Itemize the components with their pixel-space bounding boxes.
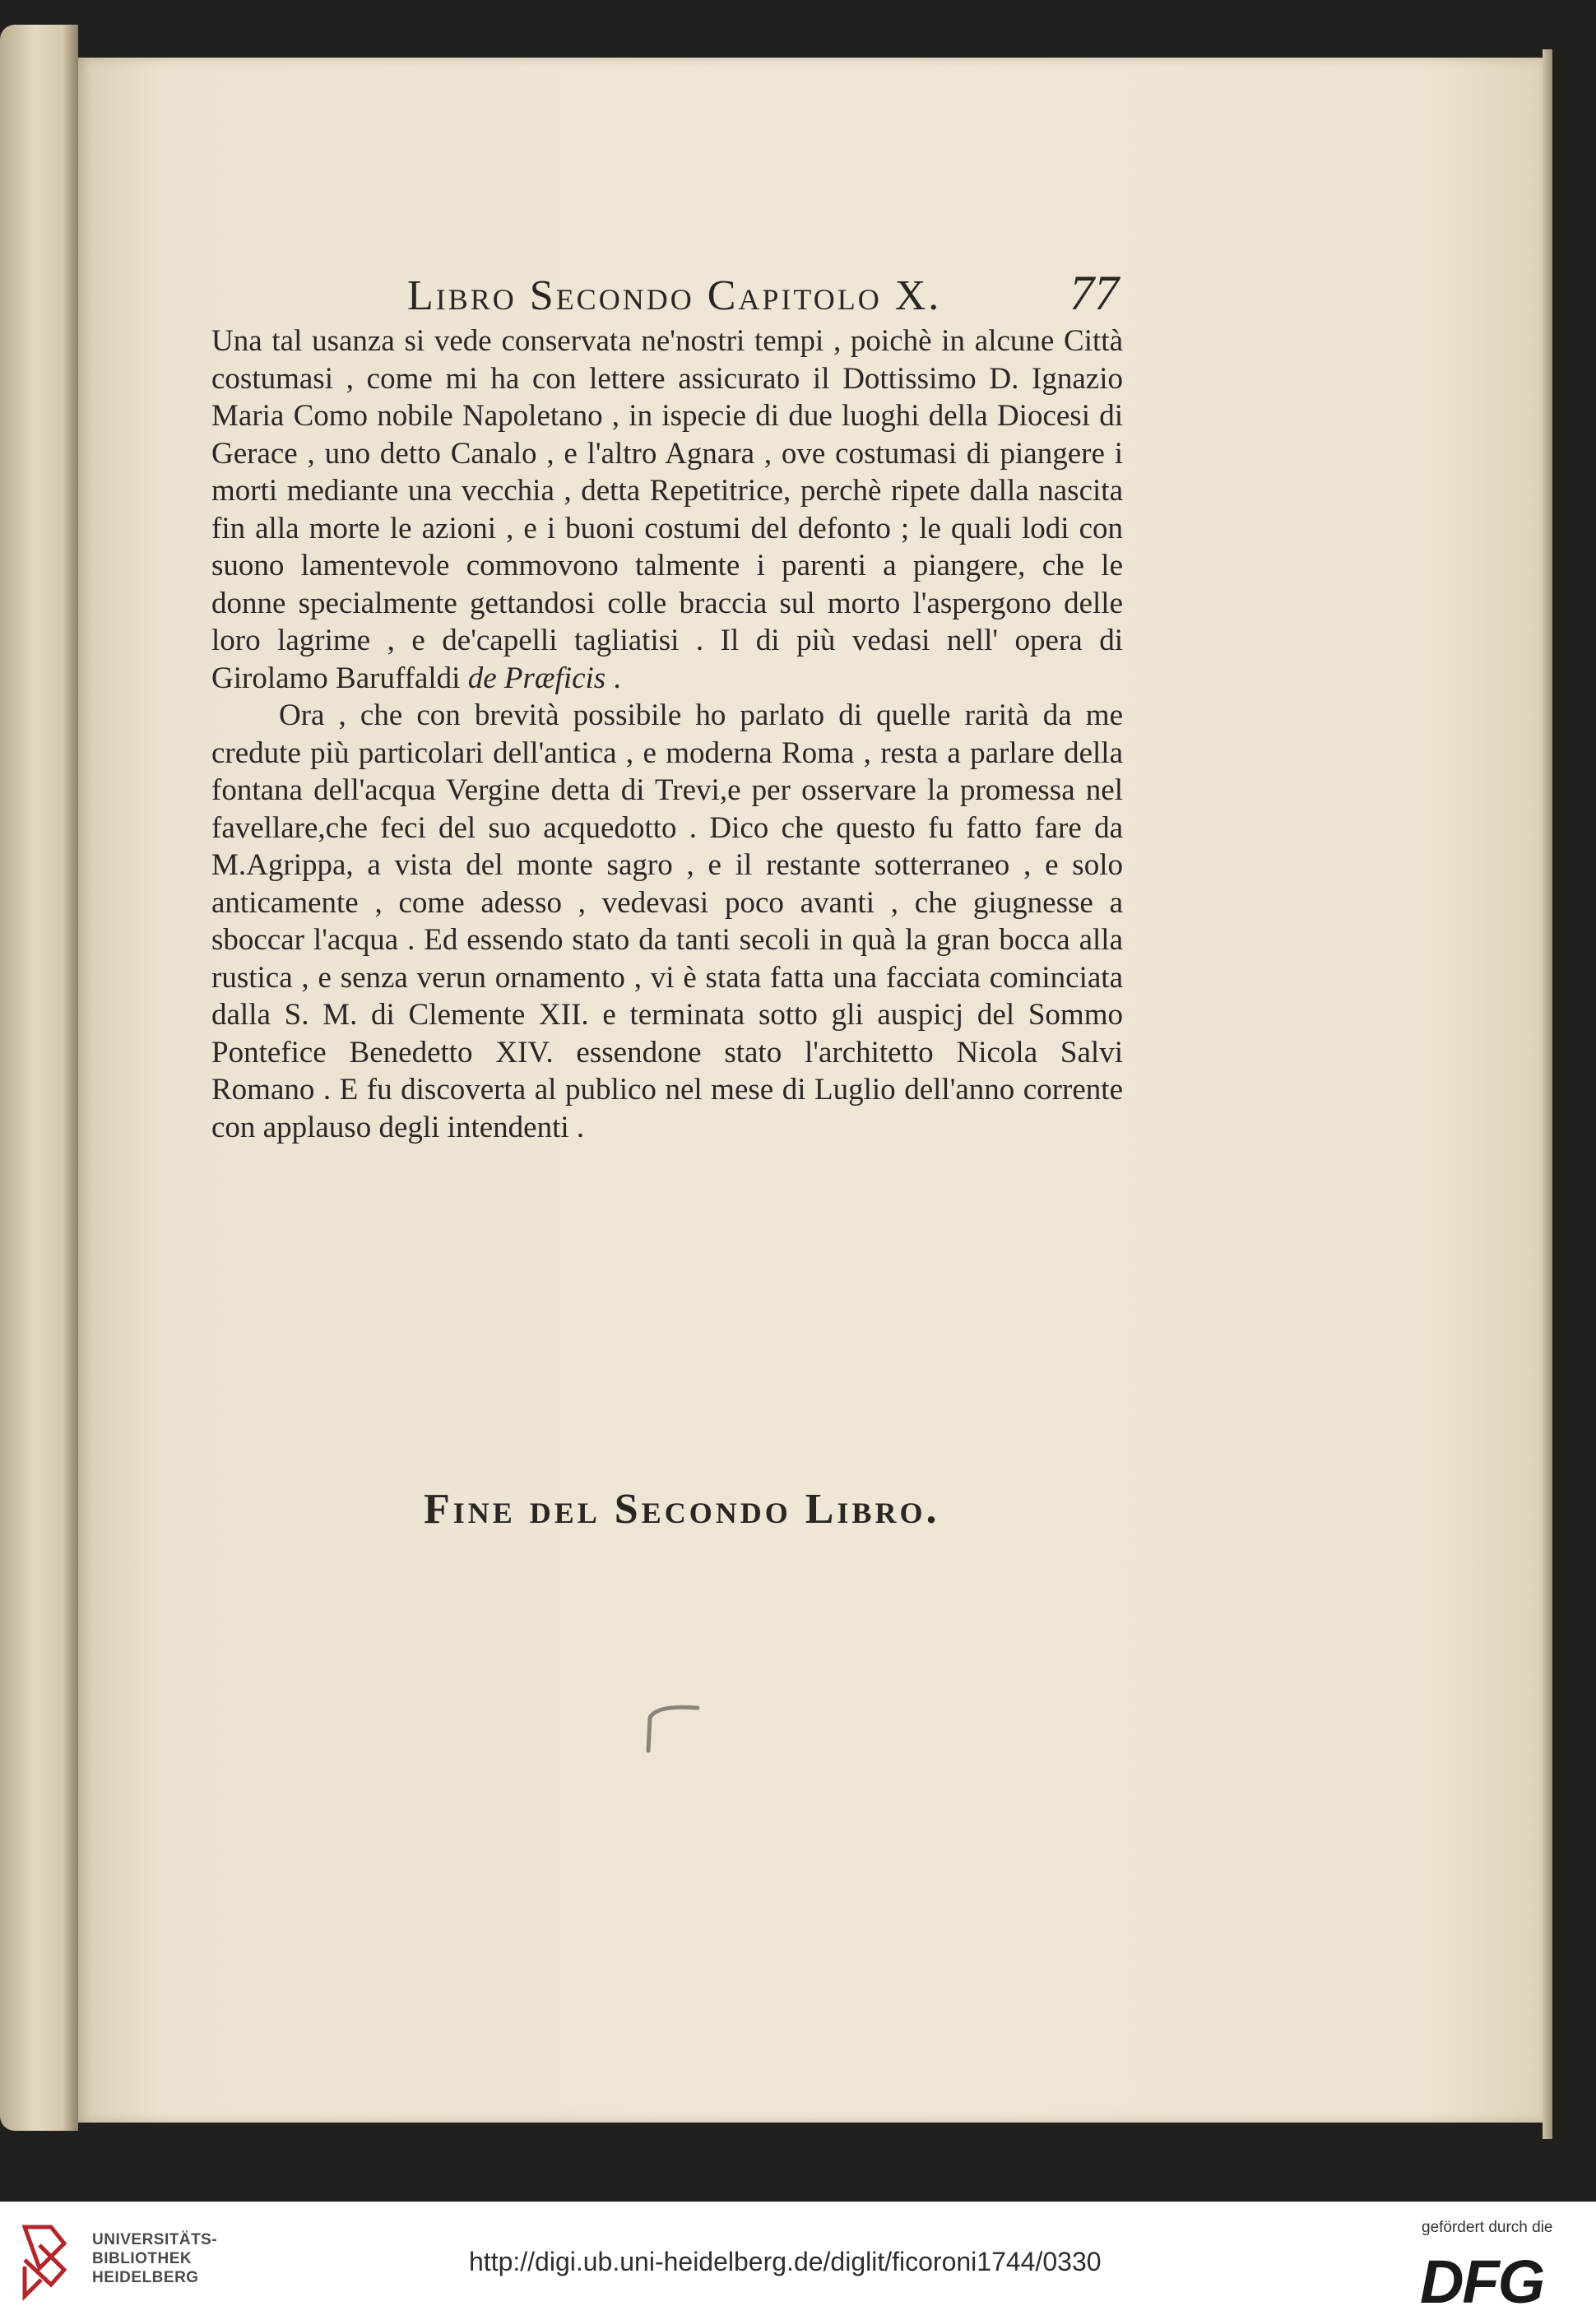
citation-end: .: [605, 661, 621, 695]
running-head: Libro Secondo Capitolo X.: [407, 272, 942, 319]
permalink-url[interactable]: http://digi.ub.uni-heidelberg.de/diglit/ficoroni1744/0330: [469, 2247, 1102, 2276]
footer-banner: [0, 2202, 1596, 2320]
right-page-edge: [1543, 49, 1552, 2139]
paragraph: [211, 322, 1123, 697]
sponsor-caption: gefördert durch die: [1422, 2219, 1553, 2236]
university-library-logo: [18, 2220, 77, 2303]
citation-title: de Præficis: [467, 661, 606, 695]
paragraph: Ora , che con brevità possibile ho parlato di quelle rarità da me credute più particolari dell'antica , e moderna Roma , resta a parlare della fontana dell'acqua Vergine detta di Trevi,e per osservare la promessa nel favellare,che feci del suo acquedotto . Dico che questo fu fatto fare da M.Agrippa, a vista del monte sagro , e il restante sotterraneo , e solo anticamente , come adesso , vedevasi poco avanti , che giugnesse a sboccar l'acqua . Ed essendo stato da tanti secoli in quà la gran bocca alla rustica , e senza verun ornamento , vi è stata fatta una facciata cominciata dalla S. M. di Clemente XII. e terminata sotto gli auspicj del Sommo Pontefice Benedetto XIV. essendone stato l'architetto Nicola Salvi Romano . E fu discoverta al publico nel mese di Luglio dell'anno corrente con applauso degli intendenti .: [211, 698, 1123, 1144]
closing-line: Fine del Secondo Libro.: [424, 1486, 940, 1533]
library-name: UNIVERSITÄTS- BIBLIOTHEK HEIDELBERG: [92, 2231, 218, 2286]
paragraph-text: Una tal usanza si vede conservata ne'nostri tempi , poichè in alcune Città costumasi , come mi ha con lettere assicurato il Dottissimo D. Ignazio Maria Como nobile Napoletano , in ispecie di due luoghi della Diocesi di Gerace , uno detto Canalo , e l'altro Agnara , ove costumasi di piangere i morti mediante una vecchia , detta Repetitrice, perchè ripete dalla nascita fin alla morte le azioni , e i buoni costumi del defonto ; le quali lodi con suono lamentevole commovono talmente i parenti a piangere, che le donne specialmente gettandosi colle braccia sul morto l'aspergono delle loro lagrime , e de'capelli tagliatisi . Il di più vedasi nell' opera di Girolamo Baruffaldi: [211, 324, 1123, 695]
pencil-mark: [640, 1700, 706, 1757]
body-text: [211, 322, 1123, 1146]
left-page-edge: [0, 25, 78, 2131]
page-number: 77: [1069, 266, 1119, 320]
dfg-logo: DFG: [1420, 2248, 1544, 2316]
